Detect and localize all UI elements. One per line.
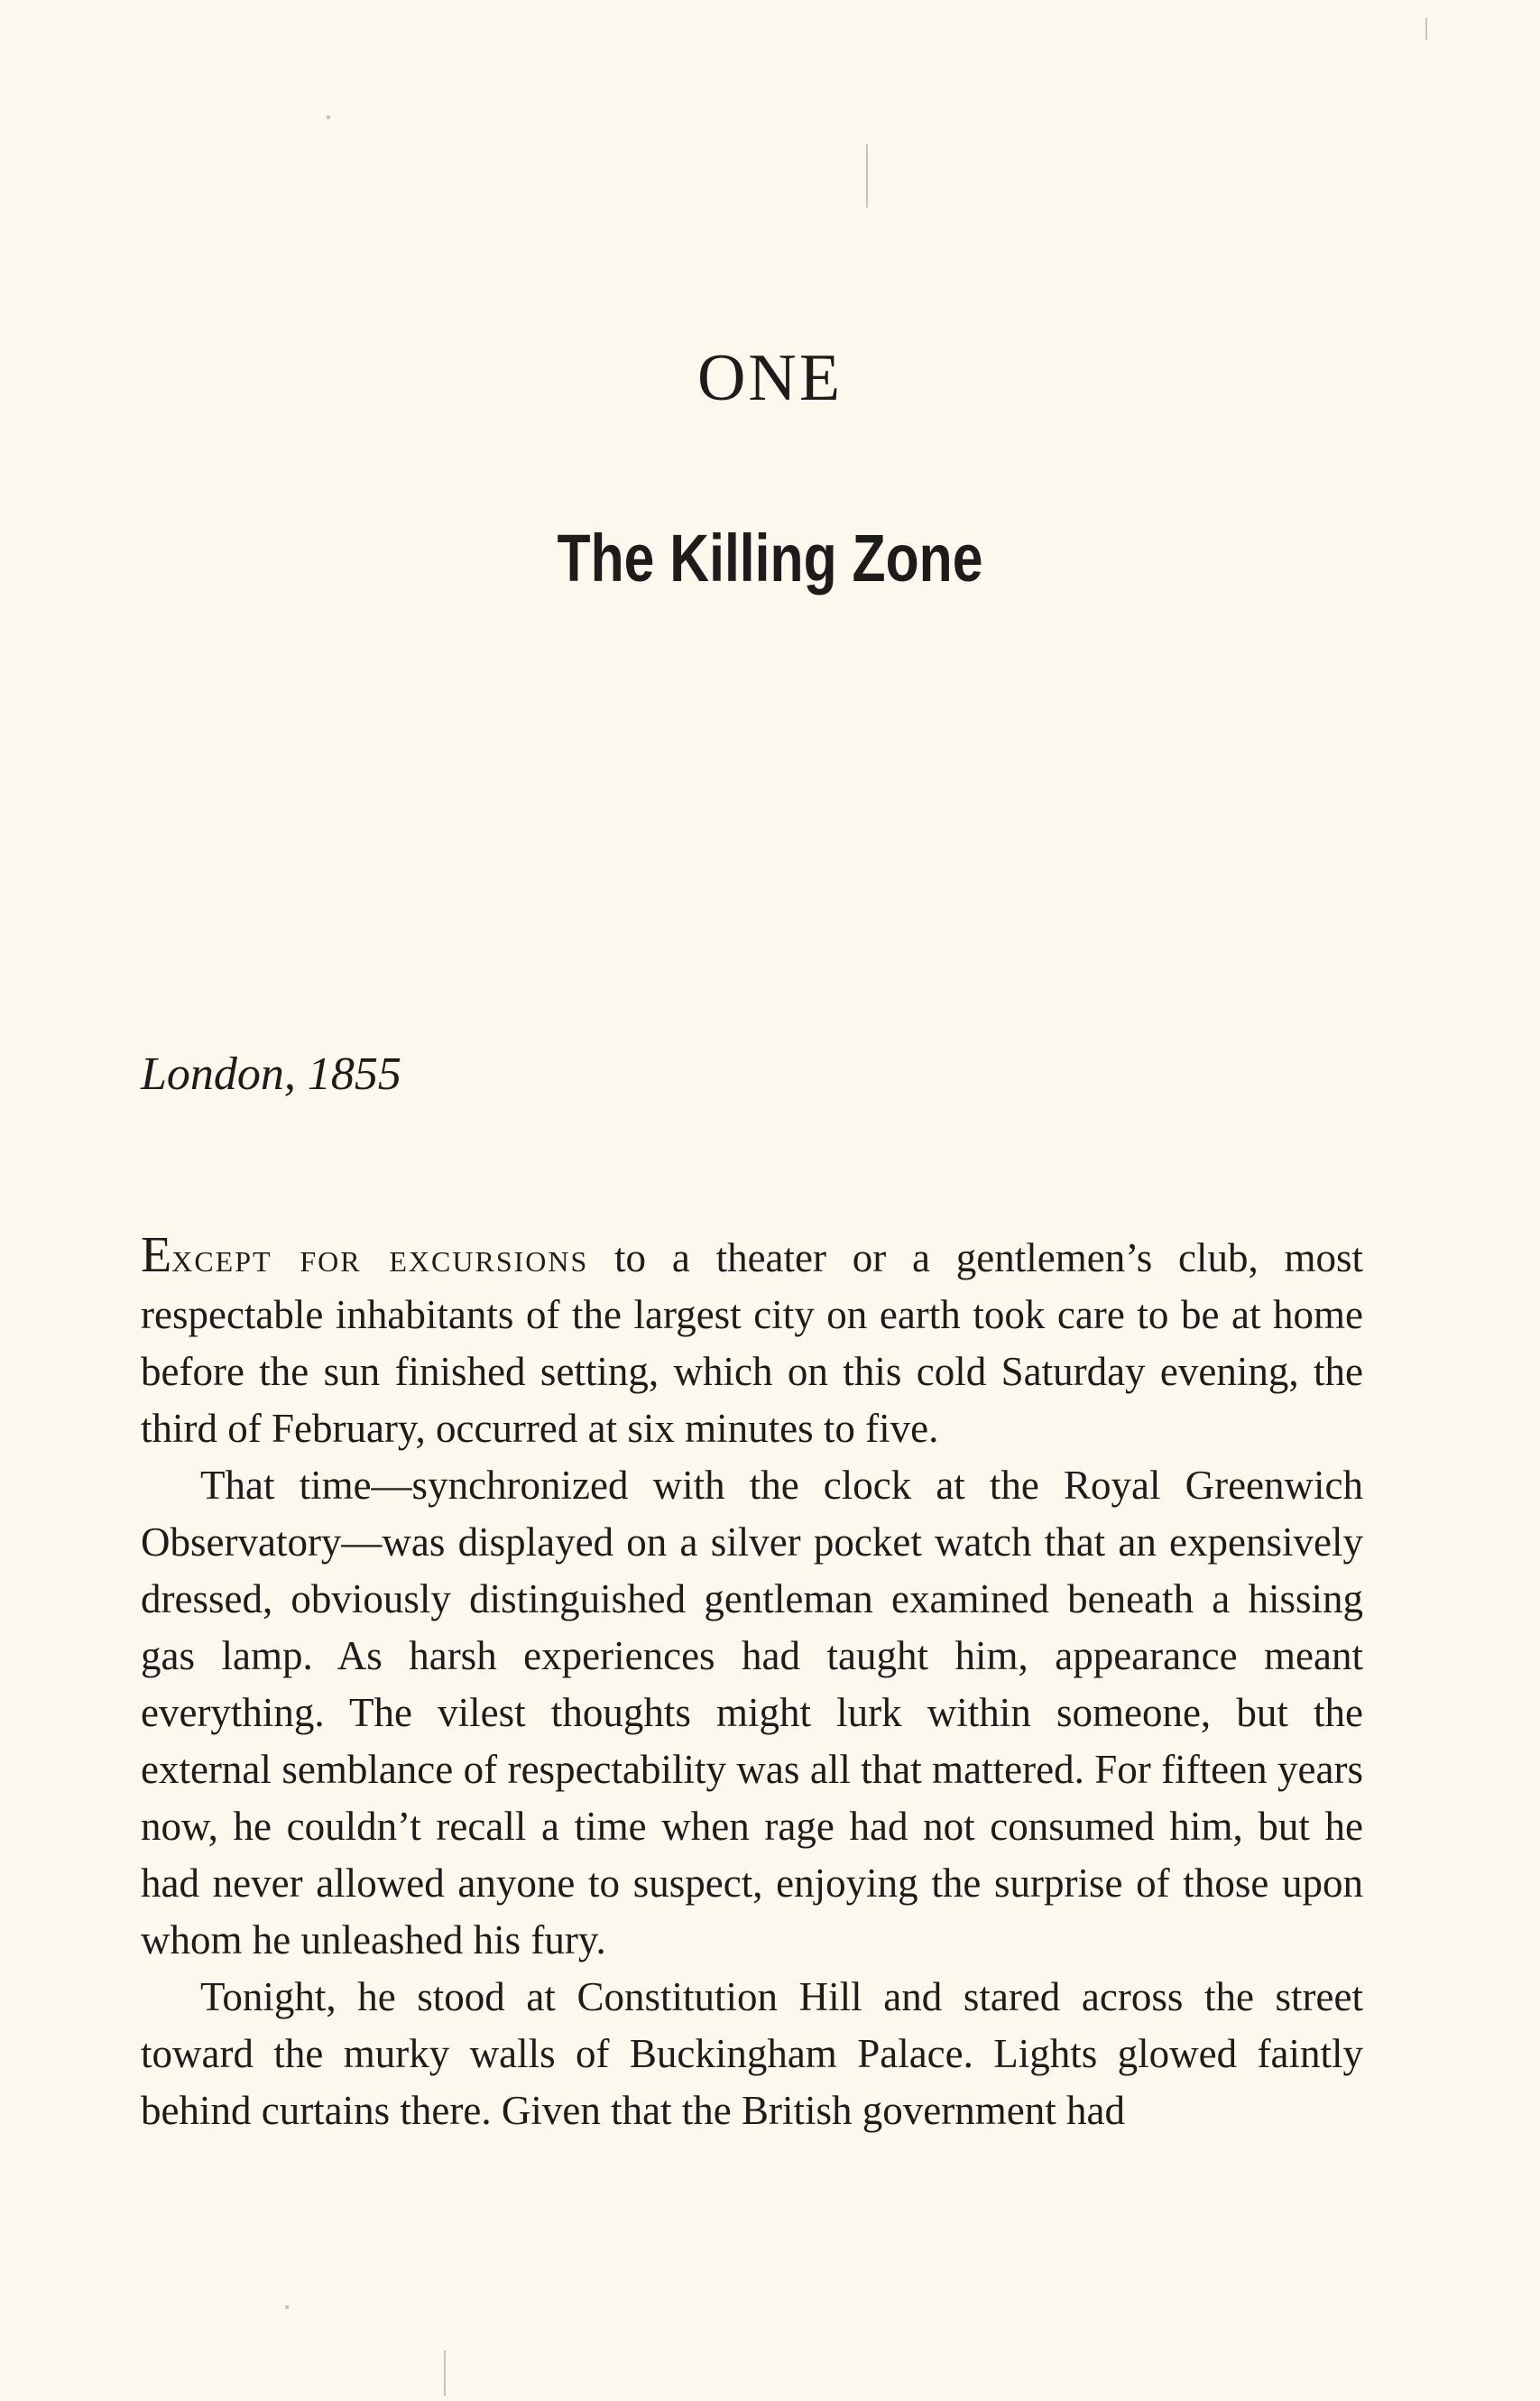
paragraph-opening	[141, 1227, 1363, 1457]
scan-mark	[285, 2305, 289, 2309]
chapter-number: ONE	[696, 341, 844, 415]
scan-mark	[444, 2350, 446, 2396]
chapter-title: The Killing Zone	[557, 521, 983, 596]
dateline: London, 1855	[141, 1048, 401, 1100]
opening-smallcaps: xcept for excursions	[171, 1235, 589, 1280]
scan-mark	[1425, 18, 1427, 40]
scan-mark	[866, 144, 868, 208]
paragraph-2: That time—synchronized with the clock at the Royal Greenwich Observatory—was displayed on a silver pocket watch that an expensively dressed, obviously distinguished gentleman examined beneath a hissing gas lamp. As harsh experiences had taught him, appearance meant everything. The vilest thoughts might lurk within someone, but the external semblance of respectability was all that mattered. For fifteen years now, he couldn’t recall a time when rage had not consumed him, but he had never allowed anyone to suspect, enjoying the surprise of those upon whom he unleashed his fury.	[141, 1463, 1363, 1962]
paragraph-1-text: to a theater or a gentlemen’s club, most respectable inhabitants of the largest city on earth took care to be at home before the sun finished setting, which on this cold Saturday evening, the third of February, occurred at six minutes to five.	[141, 1235, 1363, 1451]
paragraph-3: Tonight, he stood at Constitution Hill and stared across the street toward the murky walls of Buckingham Palace. Lights glowed faintly behind curtains there. Given that the British government had	[141, 1974, 1363, 2133]
scan-mark	[327, 115, 330, 119]
chapter-body	[141, 1227, 1363, 2139]
opening-initial: E	[141, 1227, 172, 1283]
